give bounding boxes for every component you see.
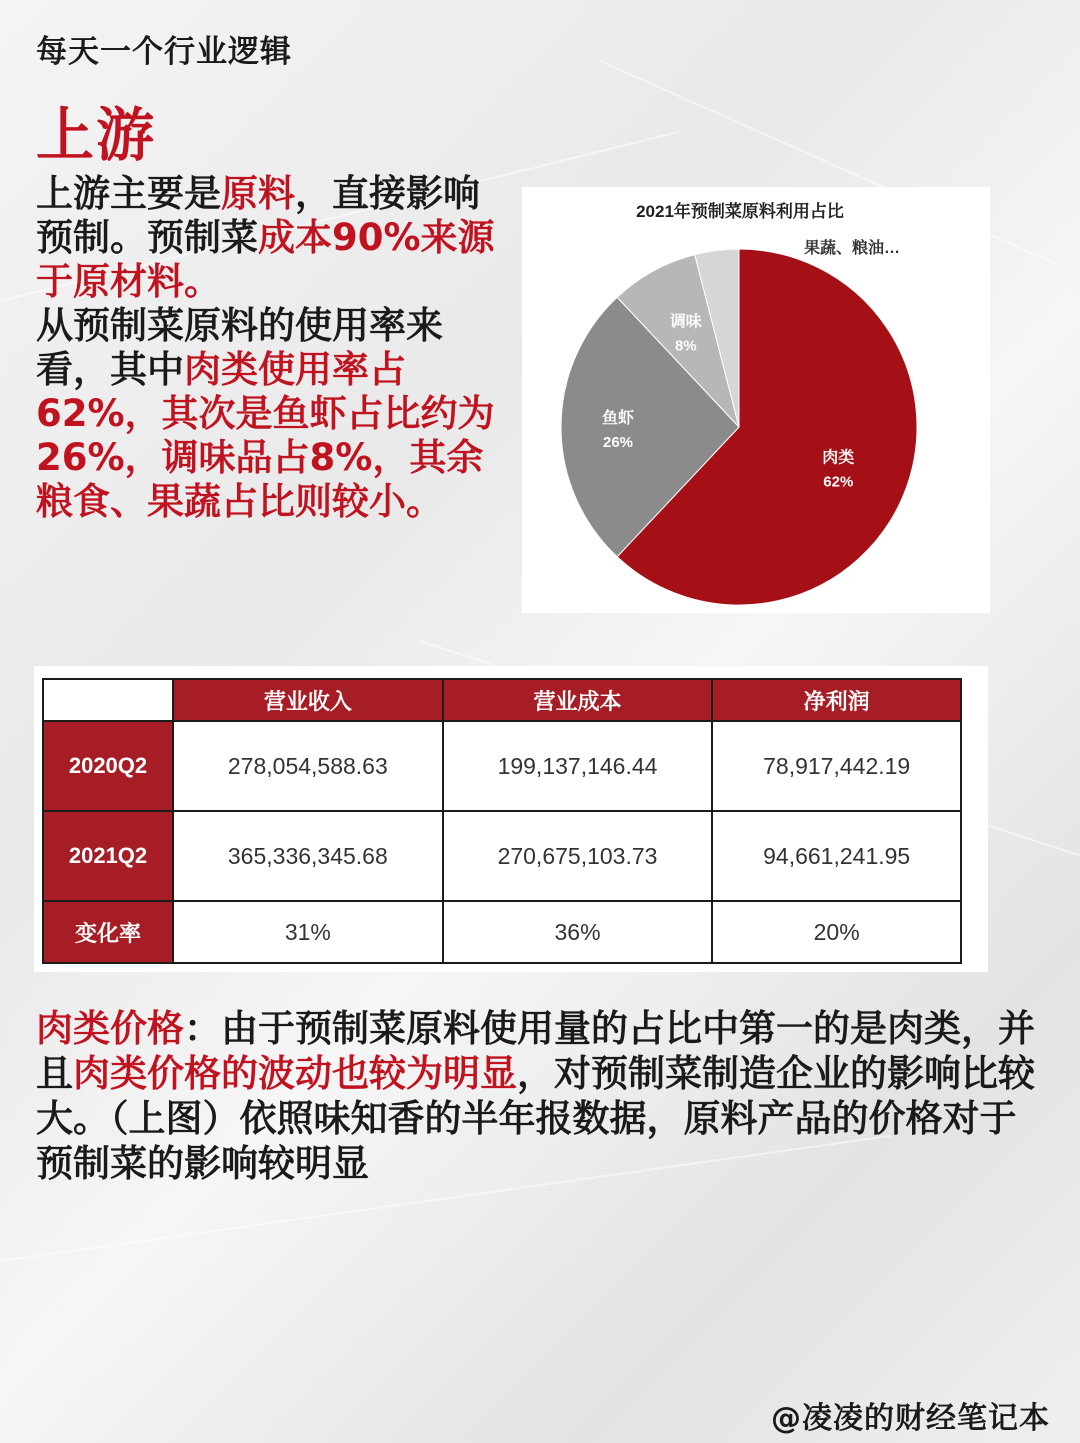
row-label: 2021Q2 <box>43 811 173 901</box>
table-cell: 31% <box>173 901 443 963</box>
meat-price-paragraph <box>36 1006 1046 1186</box>
table-row <box>43 811 961 901</box>
slice-value-label: 26% <box>602 434 634 451</box>
slice-label: 果蔬、粮油… <box>803 240 901 257</box>
row-label: 变化率 <box>43 901 173 963</box>
intro-text <box>36 172 514 524</box>
header-net-profit: 净利润 <box>712 679 961 721</box>
pie-chart <box>522 187 990 613</box>
header-cost: 营业成本 <box>443 679 713 721</box>
author-signature: @凌凌的财经笔记本 <box>771 1401 1050 1436</box>
intro-highlight-shares: 肉类使用率占62%，其次是鱼虾占比约为26%，调味品占8%，其余粮食、果蔬占比则较小。 <box>36 348 495 523</box>
slice-label: 肉类 <box>822 449 855 467</box>
intro-text-plain: 上游主要是 <box>36 172 221 215</box>
header-revenue: 营业收入 <box>173 679 443 721</box>
slice-label: 鱼虾 <box>601 410 635 427</box>
table-cell: 365,336,345.68 <box>173 811 443 901</box>
table-cell: 20% <box>712 901 961 963</box>
meat-price-lead: 肉类价格 <box>36 1007 184 1050</box>
table-cell: 270,675,103.73 <box>443 811 713 901</box>
pie-slices <box>561 249 917 605</box>
intro-text-plain: 从预制菜原料的使用率来看，其中 <box>36 304 443 391</box>
table-cell: 78,917,442.19 <box>712 721 961 811</box>
table-cell: 36% <box>443 901 713 963</box>
intro-paragraph-1 <box>36 172 514 304</box>
table-cell: 199,137,146.44 <box>443 721 713 811</box>
row-label: 2020Q2 <box>43 721 173 811</box>
intro-highlight-raw-material: 原料 <box>221 172 295 215</box>
financial-table <box>42 678 962 964</box>
meat-highlight-volatility: 肉类价格的波动也较为明显 <box>73 1052 517 1095</box>
table-cell: 94,661,241.95 <box>712 811 961 901</box>
table-row <box>43 901 961 963</box>
pie-chart-card <box>522 187 990 613</box>
meat-price-text <box>36 1006 1046 1186</box>
slice-value-label: 8% <box>674 337 697 355</box>
intro-highlight-cost: 成本90%来源于原材料。 <box>36 216 495 303</box>
financial-table-card <box>34 666 988 972</box>
intro-text-plain: ，直接影响预制。预制菜 <box>36 172 480 259</box>
slice-label: 调味 <box>669 313 702 331</box>
table-row <box>43 721 961 811</box>
meat-text-plain: ，对预制菜制造企业的影响比较大。（上图）依照味知香的半年报数据，原料产品的价格对于预制菜的影响较明显 <box>36 1052 1035 1185</box>
table-header-row <box>43 679 961 721</box>
section-heading: 上游 <box>36 101 157 169</box>
chart-title: 2021年预制菜原料利用占比 <box>636 202 844 221</box>
table-corner <box>43 679 173 721</box>
intro-paragraph-2 <box>36 304 514 524</box>
slice-value-label: 62% <box>823 473 854 491</box>
table-cell: 278,054,588.63 <box>173 721 443 811</box>
meat-text-plain: ：由于预制菜原料使用量的占比中第一的是肉类，并且 <box>36 1007 1035 1095</box>
series-title: 每天一个行业逻辑 <box>36 34 292 70</box>
